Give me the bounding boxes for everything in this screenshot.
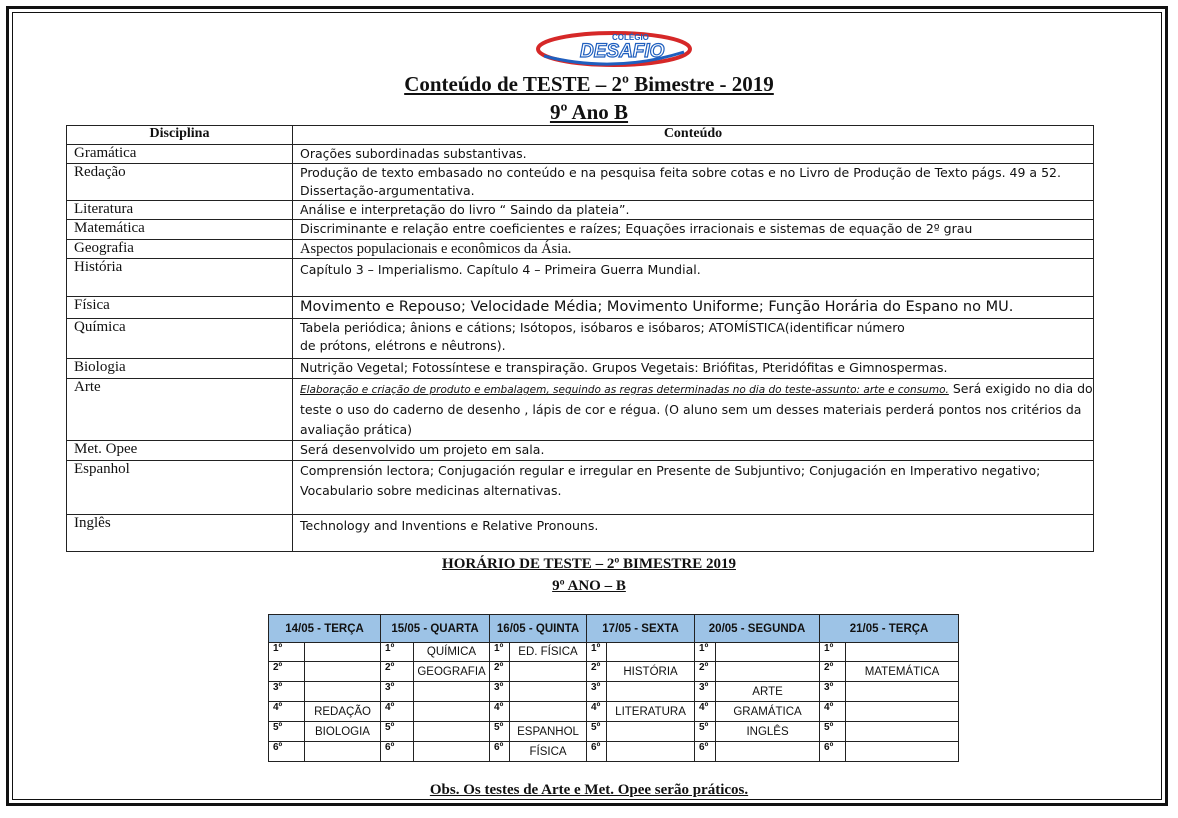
subject-cell: GRAMÁTICA	[716, 702, 820, 722]
content-cell: Nutrição Vegetal; Fotossíntese e transpiração. Grupos Vegetais: Briófitas, Pteridófitas e Gimnospermas.	[293, 359, 1094, 379]
logo-top-text: COLÉGIO	[612, 33, 649, 42]
period-number: 2º	[490, 662, 510, 682]
subject-cell	[607, 682, 695, 702]
schedule-day-header: 21/05 - TERÇA	[820, 615, 959, 643]
content-line: Tabela periódica; ânions e cátions; Isótopos, isóbaros e isóbaros; ATOMÍSTICA(identificar número	[300, 320, 905, 335]
subject-cell	[510, 662, 587, 682]
content-cell: Movimento e Repouso; Velocidade Média; Movimento Uniforme; Função Horária do Espano no MU.	[293, 297, 1094, 319]
subject-cell	[305, 742, 381, 762]
subject-cell	[510, 682, 587, 702]
period-number: 5º	[587, 722, 607, 742]
content-cell: Capítulo 3 – Imperialismo. Capítulo 4 – Primeira Guerra Mundial.	[293, 259, 1094, 297]
subject-cell: INGLÊS	[716, 722, 820, 742]
subject-cell	[607, 742, 695, 762]
period-number: 6º	[695, 742, 716, 762]
discipline-cell: Química	[67, 319, 293, 359]
subject-cell	[846, 682, 959, 702]
content-cell: Será desenvolvido um projeto em sala.	[293, 441, 1094, 461]
subject-cell	[846, 702, 959, 722]
period-number: 6º	[490, 742, 510, 762]
discipline-cell: Física	[67, 297, 293, 319]
period-number: 4º	[587, 702, 607, 722]
schedule-row	[269, 702, 959, 722]
schedule-row	[269, 643, 959, 662]
subject-cell	[414, 682, 490, 702]
schedule-row	[269, 682, 959, 702]
period-number: 5º	[381, 722, 414, 742]
subject-cell	[414, 722, 490, 742]
period-number: 4º	[820, 702, 846, 722]
period-number: 2º	[381, 662, 414, 682]
subject-cell: QUÍMICA	[414, 643, 490, 662]
discipline-cell: Biologia	[67, 359, 293, 379]
subject-cell: MATEMÁTICA	[846, 662, 959, 682]
discipline-cell: Arte	[67, 379, 293, 441]
period-number: 6º	[820, 742, 846, 762]
page-title: Conteúdo de TESTE – 2º Bimestre - 2019	[404, 72, 774, 96]
discipline-cell: Geografia	[67, 240, 293, 259]
subject-cell	[846, 643, 959, 662]
period-number: 4º	[269, 702, 305, 722]
period-number: 6º	[269, 742, 305, 762]
subject-cell	[510, 702, 587, 722]
subject-cell: REDAÇÃO	[305, 702, 381, 722]
schedule-day-header: 15/05 - QUARTA	[381, 615, 490, 643]
subject-cell	[305, 662, 381, 682]
period-number: 2º	[695, 662, 716, 682]
period-number: 3º	[587, 682, 607, 702]
subject-cell	[846, 742, 959, 762]
content-cell: Aspectos populacionais e econômicos da Ásia.	[293, 240, 1094, 259]
period-number: 2º	[587, 662, 607, 682]
period-number: 2º	[269, 662, 305, 682]
period-number: 4º	[695, 702, 716, 722]
period-number: 3º	[381, 682, 414, 702]
period-number: 5º	[490, 722, 510, 742]
period-number: 6º	[381, 742, 414, 762]
content-table	[66, 125, 1094, 552]
content-cell: Discriminante e relação entre coeficientes e raízes; Equações irracionais e sistemas de equação de 2º grau	[293, 220, 1094, 240]
subject-cell	[846, 722, 959, 742]
subject-cell: GEOGRAFIA	[414, 662, 490, 682]
discipline-cell: Met. Opee	[67, 441, 293, 461]
discipline-cell: Gramática	[67, 145, 293, 164]
content-cell: Produção de texto embasado no conteúdo e na pesquisa feita sobre cotas e no Livro de Produção de Texto págs. 49 a 52. Dissertação-argumentativa.	[293, 164, 1094, 201]
logo-main-text: DESAFIO	[580, 41, 665, 62]
content-cell: Análise e interpretação do livro “ Saindo da plateia”.	[293, 201, 1094, 220]
subject-cell	[716, 662, 820, 682]
schedule-row	[269, 742, 959, 762]
schedule-day-header: 14/05 - TERÇA	[269, 615, 381, 643]
schedule-title: HORÁRIO DE TESTE – 2º BIMESTRE 2019	[442, 556, 736, 572]
content-rest: Será exigido no dia do teste o uso do caderno de desenho , lápis de cor e régua. (O aluno sem um desses materiais perderá pontos nos critérios da avaliação prática)	[300, 381, 1093, 437]
page-subtitle: 9º Ano B	[549, 100, 629, 124]
period-number: 1º	[381, 643, 414, 662]
period-number: 4º	[381, 702, 414, 722]
subject-cell: LITERATURA	[607, 702, 695, 722]
subject-cell	[716, 643, 820, 662]
discipline-cell: Matemática	[67, 220, 293, 240]
subject-cell	[607, 722, 695, 742]
period-number: 1º	[820, 643, 846, 662]
footer-note: Obs. Os testes de Arte e Met. Opee serão práticos.	[429, 782, 749, 798]
content-cell	[293, 319, 1094, 359]
subject-cell: ARTE	[716, 682, 820, 702]
period-number: 6º	[587, 742, 607, 762]
period-number: 2º	[820, 662, 846, 682]
period-number: 1º	[587, 643, 607, 662]
period-number: 3º	[695, 682, 716, 702]
subject-cell	[305, 643, 381, 662]
subject-cell: HISTÓRIA	[607, 662, 695, 682]
discipline-cell: Literatura	[67, 201, 293, 220]
discipline-cell: Redação	[67, 164, 293, 201]
period-number: 1º	[490, 643, 510, 662]
content-cell: Comprensión lectora; Conjugación regular e irregular en Presente de Subjuntivo; Conjugación en Imperativo negativo; Vocabulario sobre medicinas alternativas.	[293, 461, 1094, 515]
subject-cell: ESPANHOL	[510, 722, 587, 742]
period-number: 3º	[490, 682, 510, 702]
period-number: 1º	[695, 643, 716, 662]
discipline-cell: Espanhol	[67, 461, 293, 515]
content-cell: Orações subordinadas substantivas.	[293, 145, 1094, 164]
subject-cell: BIOLOGIA	[305, 722, 381, 742]
content-underlined: Elaboração e criação de produto e embalagem, seguindo as regras determinadas no dia do teste-assunto: arte e consumo.	[300, 384, 949, 396]
content-cell: Technology and Inventions e Relative Pronouns.	[293, 515, 1094, 552]
schedule-day-header: 16/05 - QUINTA	[490, 615, 587, 643]
subject-cell	[414, 742, 490, 762]
subject-cell	[414, 702, 490, 722]
content-cell	[293, 379, 1094, 441]
schedule-row	[269, 722, 959, 742]
content-line: de prótons, elétrons e nêutrons).	[300, 338, 506, 353]
header-content: Conteúdo	[293, 126, 1094, 145]
subject-cell: FÍSICA	[510, 742, 587, 762]
subject-cell	[607, 643, 695, 662]
subject-cell	[716, 742, 820, 762]
period-number: 3º	[820, 682, 846, 702]
period-number: 5º	[695, 722, 716, 742]
discipline-cell: História	[67, 259, 293, 297]
subject-cell: ED. FÍSICA	[510, 643, 587, 662]
period-number: 5º	[269, 722, 305, 742]
period-number: 1º	[269, 643, 305, 662]
schedule-day-header: 17/05 - SEXTA	[587, 615, 695, 643]
subject-cell	[305, 682, 381, 702]
period-number: 3º	[269, 682, 305, 702]
discipline-cell: Inglês	[67, 515, 293, 552]
schedule-row	[269, 662, 959, 682]
schedule-subtitle: 9º ANO – B	[552, 578, 626, 594]
schedule-table	[268, 614, 959, 762]
school-logo	[534, 26, 694, 68]
header-discipline: Disciplina	[67, 126, 293, 145]
period-number: 5º	[820, 722, 846, 742]
schedule-day-header: 20/05 - SEGUNDA	[695, 615, 820, 643]
period-number: 4º	[490, 702, 510, 722]
